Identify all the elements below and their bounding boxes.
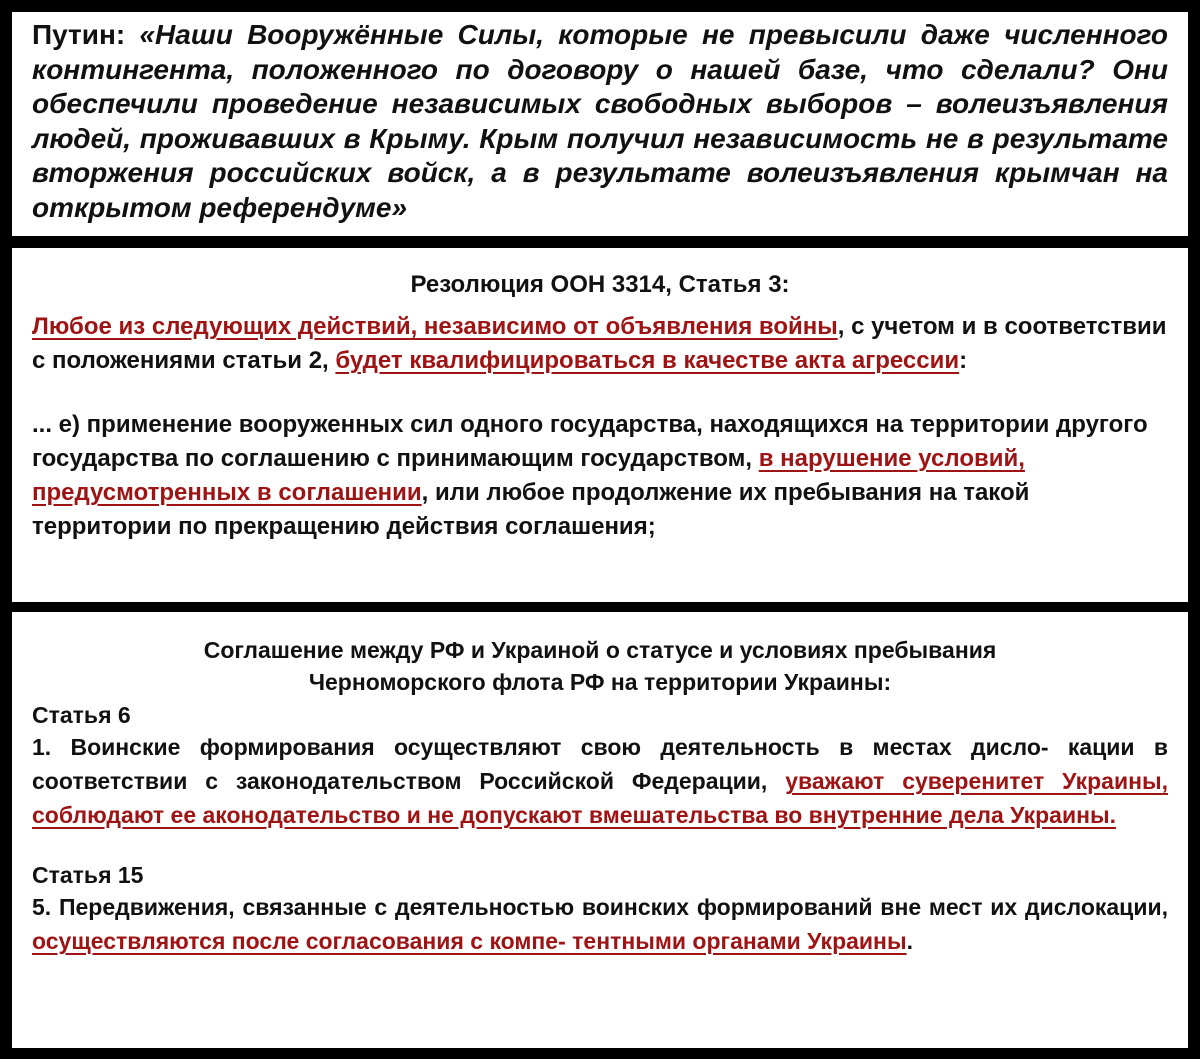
- article-6-text-start: 1. Воинские формирования осуществляют свою деятельность в местах дисло- кации в соответствии с законодательством Российской Федерации,: [32, 734, 1168, 794]
- article-15-heading: Статья 15: [32, 862, 144, 888]
- resolution-p1-middle: , с учетом и в соответствии с положениями статьи 2,: [32, 313, 1167, 374]
- un-resolution-panel: [12, 248, 1188, 602]
- resolution-p2-start: ... е) применение вооруженных сил одного государства, находящихся на территории другого государства по соглашению с принимающим государством,: [32, 411, 1148, 472]
- quote-text: «Наши Вооружённые Силы, которые не превысили даже численного контингента, положенного по договору о нашей базе, что сделали? Они обеспечили проведение независимых свободных выборов – волеизъявления людей, проживавших в Крыму. Крым получил независимость не в результате вторжения российских войск, а в результате волеизъявления крымчан на открытом референдуме»: [32, 19, 1168, 223]
- highlight-any-action: Любое из следующих действий, независимо от объявления войны: [32, 313, 838, 340]
- putin-quote-panel: [12, 12, 1188, 236]
- article-6-heading: Статья 6: [32, 702, 131, 728]
- agreement-title-line-2: Черноморского флота РФ на территории Украины:: [308, 669, 892, 695]
- quote-speaker: Путин:: [32, 19, 126, 50]
- agreement-panel: [12, 612, 1188, 1048]
- highlight-respect-sovereignty: уважают суверенитет Украины, соблюдают ее аконодательство и не допускают вмешательства во внутренние дела Украины.: [32, 768, 1169, 828]
- resolution-paragraph-2: [32, 408, 1168, 544]
- article-15-text-end: .: [906, 928, 913, 954]
- resolution-title: Резолюция ООН 3314, Статья 3:: [410, 271, 790, 298]
- article-6-text: [32, 730, 1168, 832]
- article-15-text-start: 5. Передвижения, связанные с деятельностью воинских формирований вне мест их дислокации,: [32, 894, 1168, 920]
- agreement-title: [32, 634, 1168, 698]
- resolution-p2-end: , или любое продолжение их пребывания на такой территории по прекращению действия соглашения;: [32, 479, 1030, 540]
- highlight-violation-of-terms: в нарушение условий, предусмотренных в соглашении: [32, 445, 1025, 506]
- resolution-paragraph-1: [32, 310, 1168, 378]
- putin-quote: [32, 18, 1168, 225]
- article-15-text: [32, 890, 1168, 958]
- agreement-title-line-1: Соглашение между РФ и Украиной о статусе и условиях пребывания: [203, 637, 997, 663]
- resolution-p1-end: :: [959, 347, 968, 374]
- highlight-coordination-required: осуществляются после согласования с компе- тентными органами Украины: [32, 928, 907, 954]
- highlight-act-of-aggression: будет квалифицироваться в качестве акта агрессии: [335, 347, 960, 374]
